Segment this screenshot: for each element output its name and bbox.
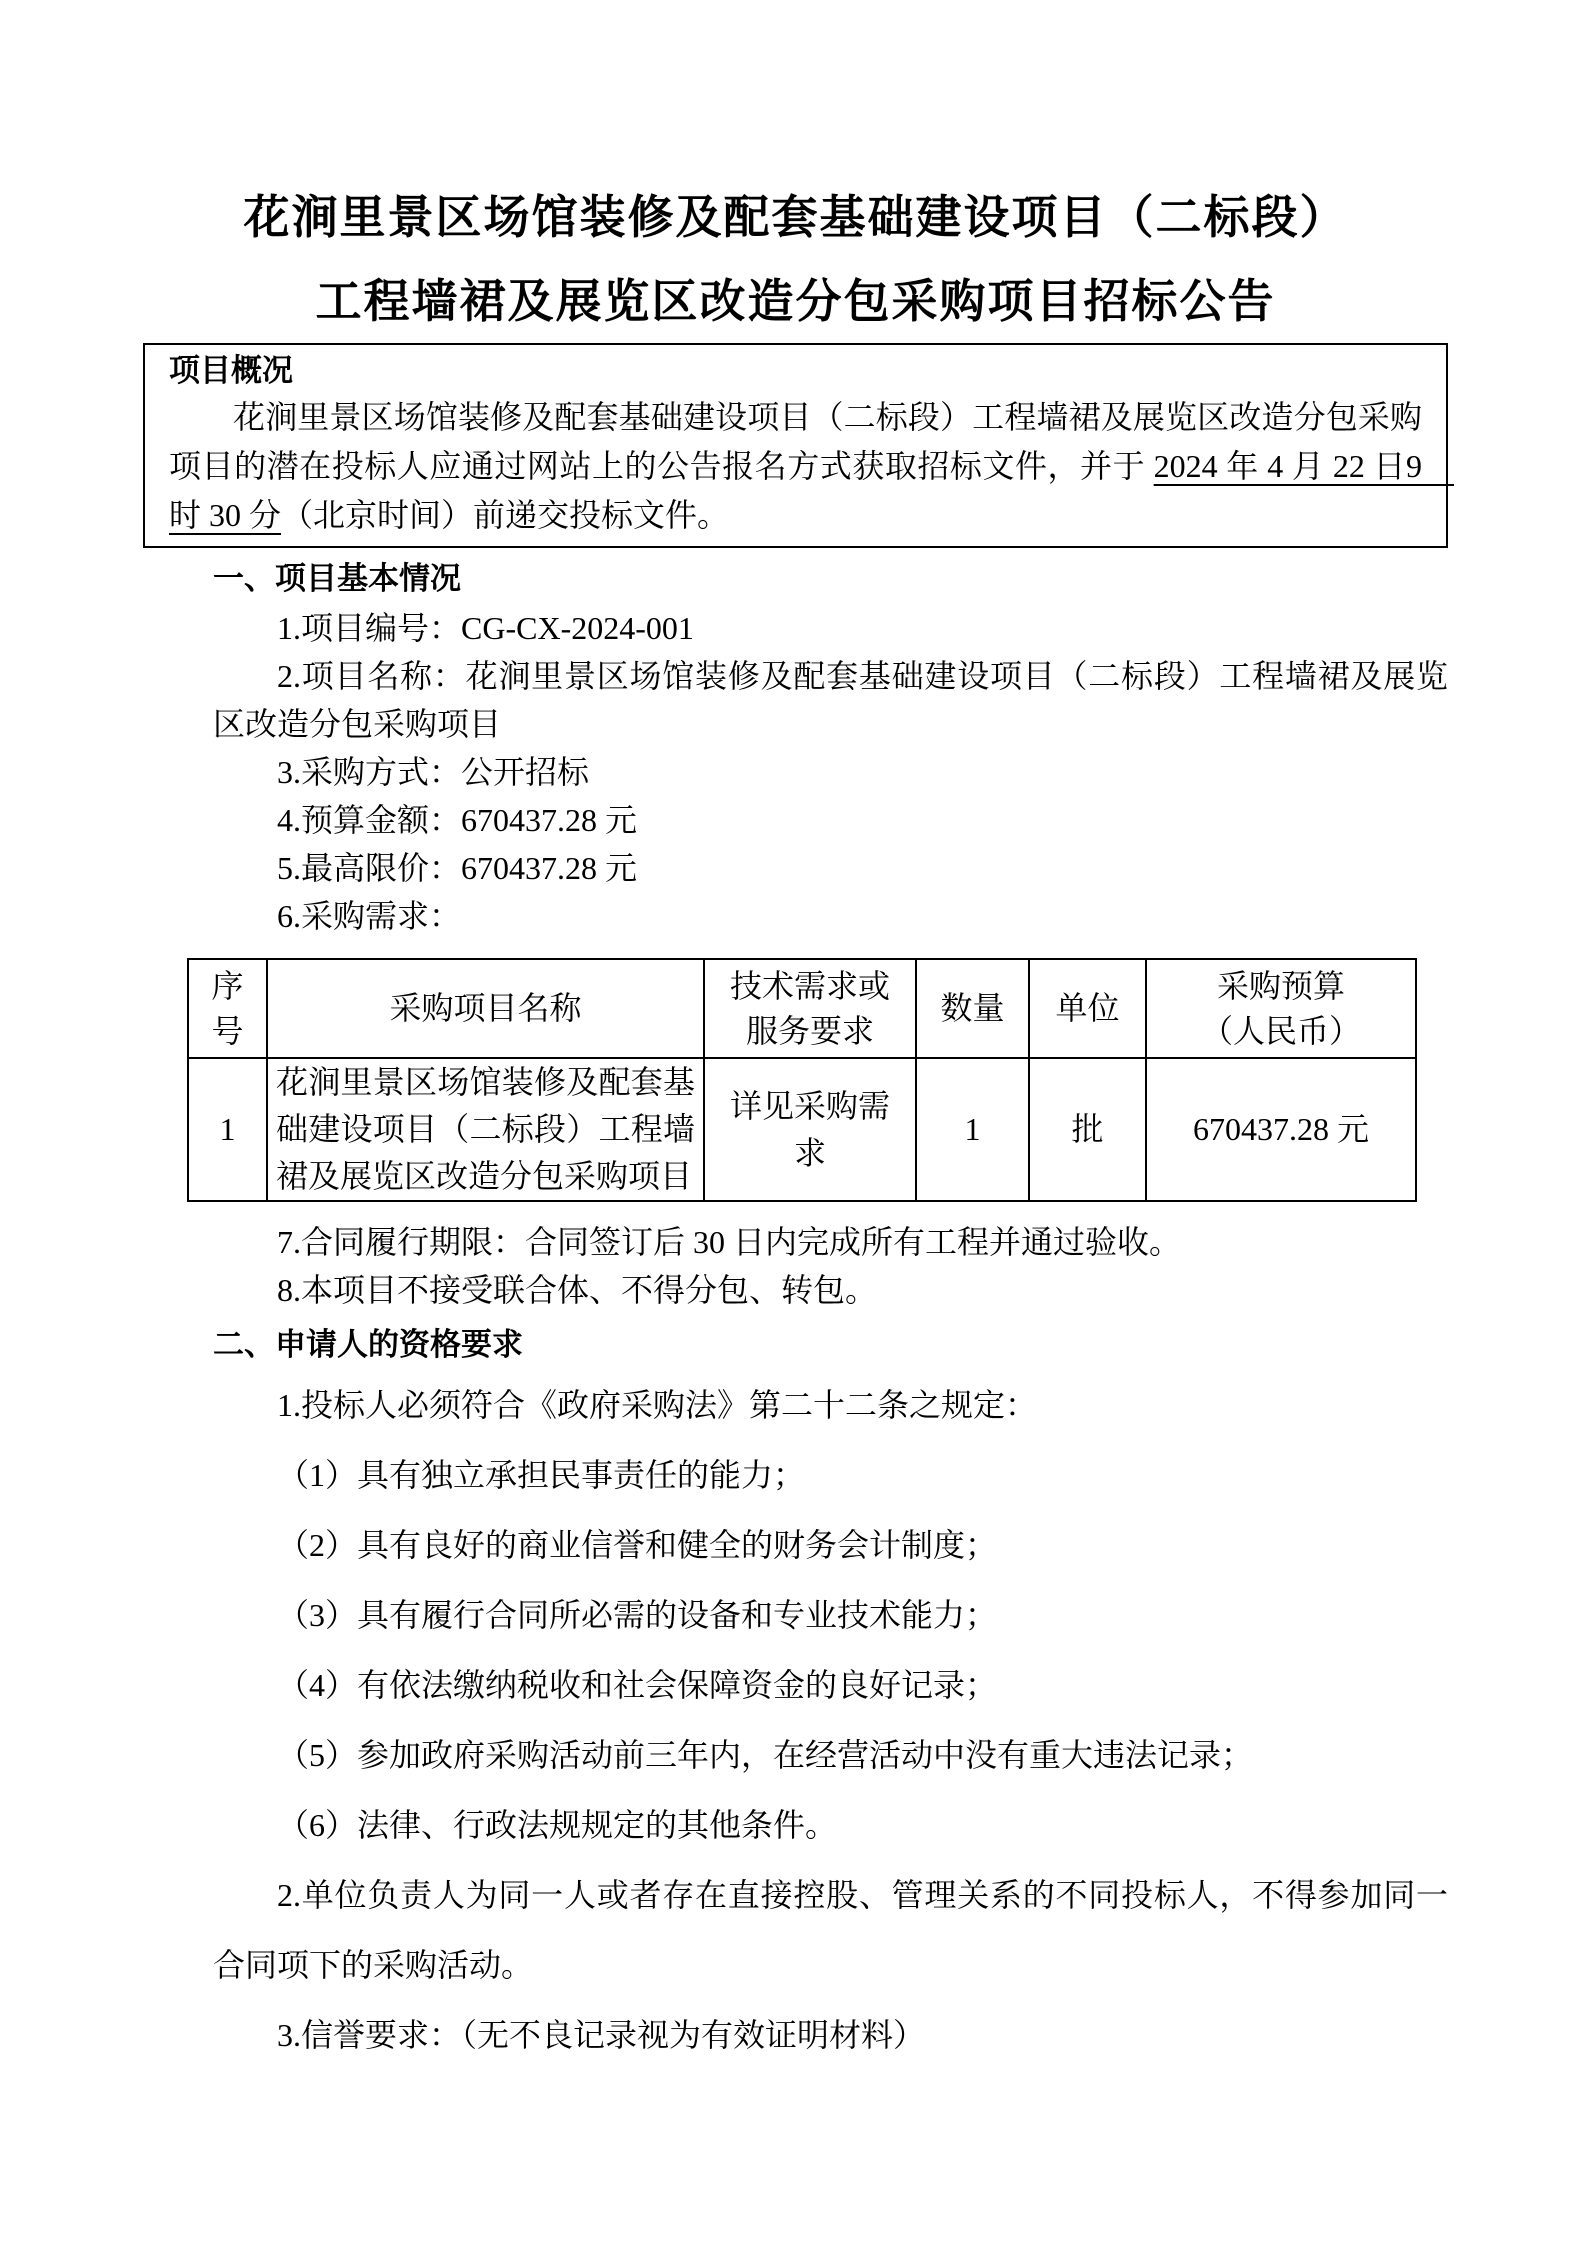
- section2-heading: 二、申请人的资格要求: [213, 1327, 523, 1362]
- list-item-project-name: 2.项目名称：花涧里景区场馆装修及配套基础建设项目（二标段）工程墙裙及展览区改造分包采购项目: [213, 658, 1448, 742]
- list-item-procurement-method: 3.采购方式：公开招标: [277, 754, 590, 790]
- cell-tech-requirement: 详见采购需求: [704, 1058, 916, 1201]
- overview-text-before: 花涧里景区场馆装修及配套基础建设项目（二标段）工程墙裙及展览区改造分包采购项目的潜在投标人应通过网站上的公告报名方式获取招标文件，并于: [169, 399, 1422, 484]
- section1-heading: 一、项目基本情况: [213, 561, 461, 596]
- cell-budget: 670437.28 元: [1146, 1058, 1416, 1201]
- list-item-max-price: 5.最高限价：670437.28 元: [277, 850, 638, 886]
- list-item-qualification-1-3: （3）具有履行合同所必需的设备和专业技术能力；: [277, 1597, 998, 1633]
- header-cell-quantity: 数量: [916, 959, 1029, 1058]
- document-title: [143, 0, 1448, 343]
- list-item-qualification-1-6: （6）法律、行政法规规定的其他条件。: [277, 1807, 838, 1843]
- cell-item-name: 花涧里景区场馆装修及配套基础建设项目（二标段）工程墙裙及展览区改造分包采购项目: [267, 1058, 704, 1201]
- header-cell-item-name: 采购项目名称: [267, 959, 704, 1058]
- overview-deadline-underlined: 2024 年 4 月 22 日9 时 30 分: [169, 448, 1454, 533]
- overview-text-after: （北京时间）前递交投标文件。: [281, 497, 730, 533]
- list-item-no-consortium: 8.本项目不接受联合体、不得分包、转包。: [277, 1272, 878, 1308]
- table-header-row: [188, 959, 1416, 1058]
- overview-paragraph: [169, 393, 1454, 540]
- list-item-qualification-2: 2.单位负责人为同一人或者存在直接控股、管理关系的不同投标人，不得参加同一合同项下的采购活动。: [213, 1877, 1448, 1983]
- header-cell-unit: 单位: [1029, 959, 1146, 1058]
- list-item-qualification-1-1: （1）具有独立承担民事责任的能力；: [277, 1457, 806, 1493]
- list-item-qualification-1-2: （2）具有良好的商业信誉和健全的财务会计制度；: [277, 1527, 998, 1563]
- list-item-project-number: 1.项目编号：CG-CX-2024-001: [277, 610, 694, 646]
- list-item-qualification-1-4: （4）有依法缴纳税收和社会保障资金的良好记录；: [277, 1667, 998, 1703]
- list-item-qualification-1-5: （5）参加政府采购活动前三年内，在经营活动中没有重大违法记录；: [277, 1737, 1254, 1773]
- title-line-1: 花涧里景区场馆装修及配套基础建设项目（二标段）: [243, 191, 1348, 243]
- list-item-qualification-3: 3.信誉要求：（无不良记录视为有效证明材料）: [277, 2017, 926, 2053]
- cell-seq: 1: [188, 1058, 267, 1201]
- overview-heading: 项目概况: [169, 353, 293, 388]
- project-overview-box: [143, 343, 1454, 548]
- title-line-2: 工程墙裙及展览区改造分包采购项目招标公告: [315, 275, 1276, 327]
- cell-quantity: 1: [916, 1058, 1029, 1201]
- document-body: [143, 0, 1454, 2070]
- header-cell-tech-requirement: 技术需求或服务要求: [704, 959, 916, 1058]
- header-cell-seq: 序号: [188, 959, 267, 1058]
- list-item-budget-amount: 4.预算金额：670437.28 元: [277, 802, 638, 838]
- list-item-procurement-demand: 6.采购需求：: [277, 898, 462, 934]
- header-cell-budget: 采购预算（人民币）: [1146, 959, 1416, 1058]
- list-item-contract-period: 7.合同履行期限：合同签订后 30 日内完成所有工程并通过验收。: [277, 1224, 1182, 1260]
- table-row: [188, 1058, 1416, 1201]
- list-item-qualification-1: 1.投标人必须符合《政府采购法》第二十二条之规定：: [277, 1387, 1038, 1423]
- procurement-table: [187, 958, 1417, 1202]
- cell-unit: 批: [1029, 1058, 1146, 1201]
